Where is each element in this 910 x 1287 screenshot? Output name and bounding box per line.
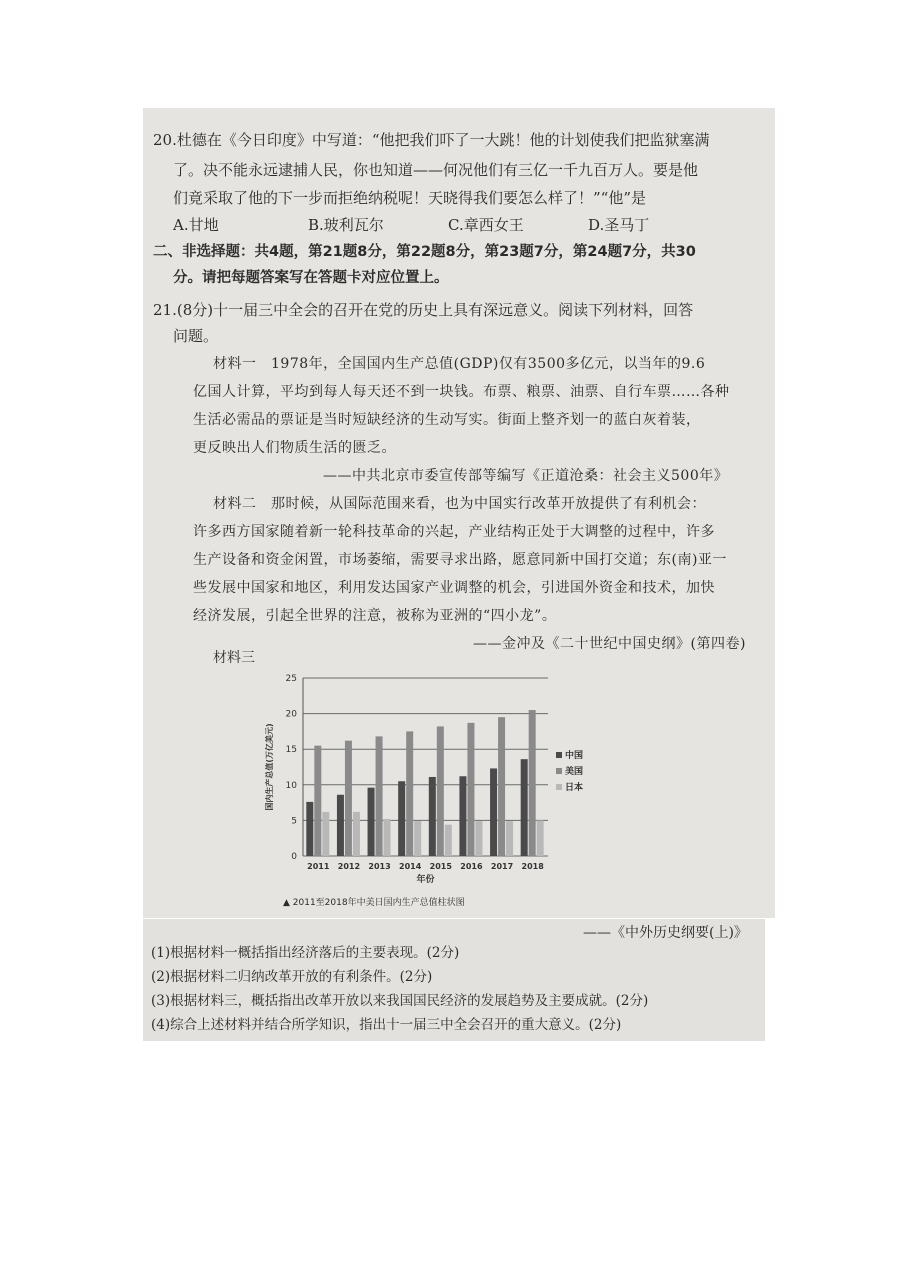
exam-sheet — [143, 108, 775, 918]
bar-2014-2 — [414, 821, 421, 856]
y-tick-label: 10 — [285, 780, 297, 791]
x-tick-label: 2015 — [429, 862, 452, 871]
gdp-chart — [258, 663, 618, 913]
bar-2015-0 — [429, 777, 436, 856]
material2-line3: 生产设备和资金闲置，市场萎缩，需要寻求出路，愿意同新中国打交道；东(南)亚一 — [193, 552, 727, 568]
bar-2013-2 — [384, 819, 391, 856]
legend-label-2: 日本 — [565, 783, 584, 793]
section2-line2: 分。请把每题答案写在答题卡对应位置上。 — [173, 270, 449, 286]
q20-line3: 们竟采取了他的下一步而拒绝纳税呢！天晓得我们要怎么样了！”“他”是 — [173, 189, 647, 207]
q20-option-d: D.圣马丁 — [588, 216, 650, 234]
x-tick-label: 2011 — [307, 862, 330, 871]
y-tick-label: 5 — [291, 816, 297, 827]
material1-line2: 亿国人计算，平均到每人每天还不到一块钱。布票、粮票、油票、自行车票……各种 — [193, 384, 730, 400]
material1-line1: 材料一 1978年，全国国内生产总值(GDP)仅有3500多亿元，以当年的9.6 — [213, 356, 706, 372]
y-tick-label: 20 — [285, 709, 297, 720]
bar-2012-2 — [353, 812, 360, 856]
bar-2012-1 — [345, 741, 352, 856]
chart-caption: ▲ 2011至2018年中美日国内生产总值柱状图 — [283, 898, 465, 908]
material1-line4: 更反映出人们物质生活的匮乏。 — [193, 440, 396, 456]
q21-line2: 问题。 — [173, 327, 219, 345]
material2-line4: 些发展中国家和地区，利用发达国家产业调整的机会，引进国外资金和技术，加快 — [193, 580, 715, 596]
bar-2018-1 — [529, 710, 536, 856]
bar-2016-0 — [459, 776, 466, 856]
gdp-chart-svg — [258, 663, 618, 913]
exam-sheet-questions — [143, 919, 765, 1041]
bar-2015-2 — [445, 825, 452, 856]
legend-swatch-2 — [556, 784, 562, 790]
question-1: (1)根据材料一概括指出经济落后的主要表现。(2分) — [151, 945, 460, 961]
x-tick-label: 2013 — [368, 862, 391, 871]
q20-option-a: A.甘地 — [173, 216, 219, 234]
bar-2011-0 — [306, 802, 313, 856]
question-4: (4)综合上述材料并结合所学知识，指出十一届三中全会召开的重大意义。(2分) — [151, 1017, 622, 1033]
bar-2013-0 — [368, 788, 375, 856]
bar-2018-0 — [521, 759, 528, 856]
bar-2011-2 — [322, 812, 329, 856]
y-tick-label: 0 — [291, 852, 297, 862]
x-tick-label: 2017 — [490, 862, 514, 871]
q20-option-b: B.玻利瓦尔 — [308, 216, 384, 234]
x-tick-label: 2018 — [521, 862, 544, 871]
y-tick-label: 15 — [285, 745, 297, 756]
bar-2013-1 — [376, 736, 383, 856]
x-tick-label: 2012 — [337, 862, 361, 871]
x-axis-label: 年份 — [416, 875, 435, 885]
question-2: (2)根据材料二归纳改革开放的有利条件。(2分) — [151, 969, 433, 985]
bar-2016-1 — [467, 723, 474, 856]
y-axis-label: 国内生产总值(万亿美元) — [265, 723, 274, 811]
legend-swatch-1 — [556, 768, 562, 774]
y-tick-label: 25 — [285, 674, 297, 684]
material1-source: ——中共北京市委宣传部等编写《正道沧桑：社会主义500年》 — [323, 468, 729, 484]
bar-2017-1 — [498, 717, 505, 856]
material2-source: ——金冲及《二十世纪中国史纲》(第四卷) — [473, 636, 746, 652]
material2-line1: 材料二 那时候，从国际范围来看，也为中国实行改革开放提供了有利机会： — [213, 496, 706, 512]
legend-label-0: 中国 — [565, 751, 584, 761]
material1-line3: 生活必需品的票证是当时短缺经济的生动写实。街面上整齐划一的蓝白灰着装， — [193, 412, 701, 428]
bar-2014-0 — [398, 781, 405, 856]
bar-2012-0 — [337, 795, 344, 856]
bar-2016-2 — [475, 821, 482, 856]
legend-label-1: 美国 — [565, 767, 584, 777]
bar-2015-1 — [437, 726, 444, 856]
chart-source: ——《中外历史纲要(上)》 — [583, 925, 748, 941]
x-tick-label: 2016 — [460, 862, 483, 871]
q20-line2: 了。决不能永远逮捕人民，你也知道——何况他们有三亿一千九百万人。要是他 — [173, 161, 699, 179]
bar-2018-2 — [537, 820, 544, 856]
bar-2017-2 — [506, 821, 513, 856]
q20-line1: 20.杜德在《今日印度》中写道：“他把我们吓了一大跳！他的计划使我们把监狱塞满 — [153, 131, 710, 149]
legend-swatch-0 — [556, 752, 562, 758]
bar-2011-1 — [314, 746, 321, 856]
material3-label: 材料三 — [213, 650, 255, 666]
q20-option-c: C.章西女王 — [448, 216, 524, 234]
bar-2014-1 — [406, 731, 413, 856]
section2-line1: 二、非选择题：共4题，第21题8分，第22题8分，第23题7分，第24题7分，共30 — [153, 244, 696, 260]
x-tick-label: 2014 — [399, 862, 422, 871]
material2-line5: 经济发展，引起全世界的注意，被称为亚洲的“四小龙”。 — [193, 608, 557, 624]
material2-line2: 许多西方国家随着新一轮科技革命的兴起，产业结构正处于大调整的过程中，许多 — [193, 524, 715, 540]
question-3: (3)根据材料三，概括指出改革开放以来我国国民经济的发展趋势及主要成就。(2分) — [151, 993, 649, 1009]
bar-2017-0 — [490, 768, 497, 856]
q21-line1: 21.(8分)十一届三中全会的召开在党的历史上具有深远意义。阅读下列材料，回答 — [153, 301, 694, 319]
